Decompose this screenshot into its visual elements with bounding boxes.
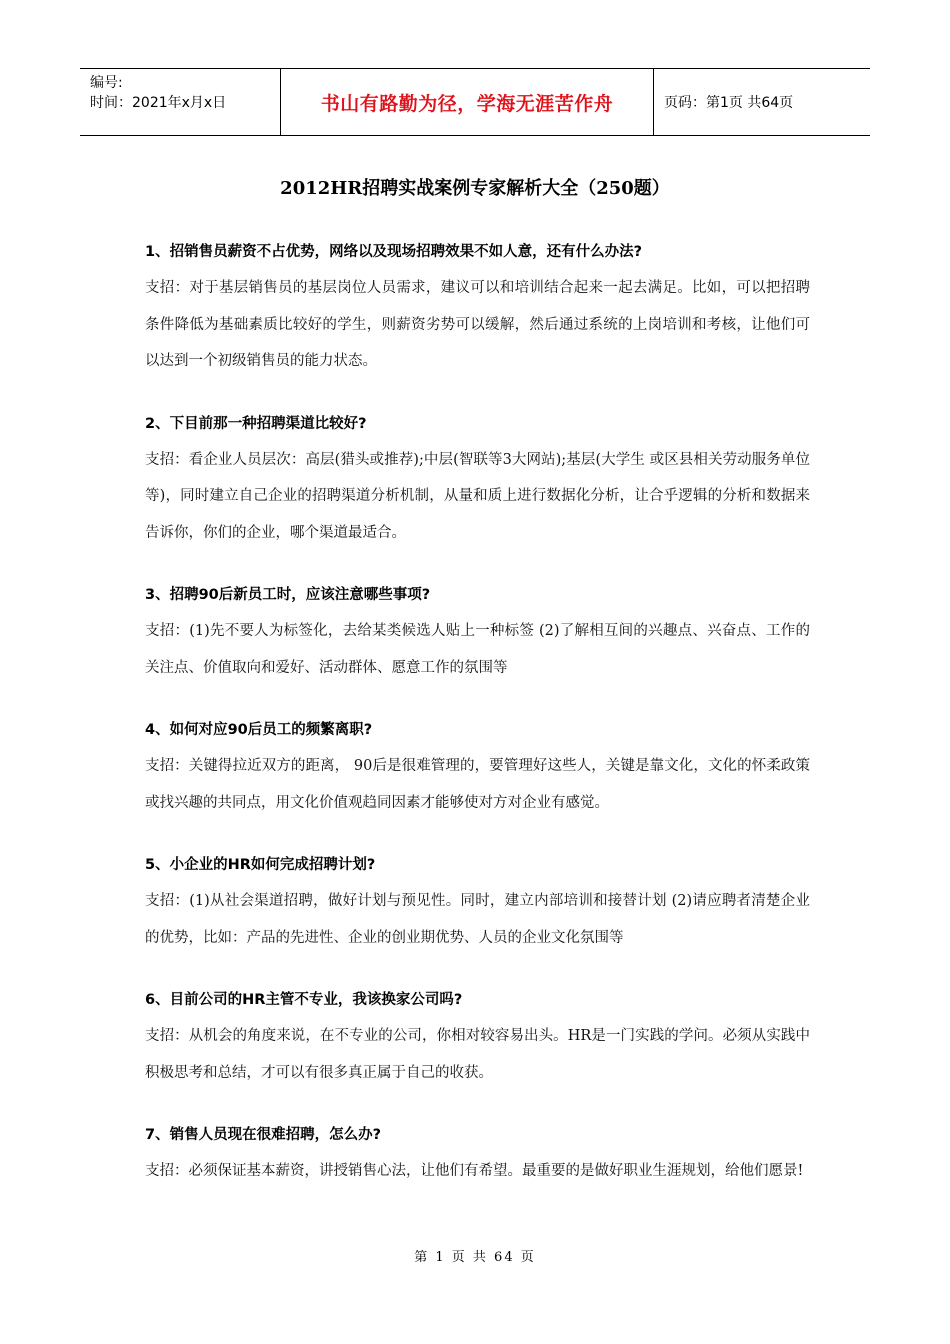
qa-item	[145, 986, 810, 1091]
question: 2、下目前那一种招聘渠道比较好?	[145, 415, 367, 432]
answer: 支招：必须保证基本薪资，讲授销售心法，让他们有希望。最重要的是做好职业生涯规划，给他们愿景!	[145, 1163, 804, 1179]
answer: 支招：对于基层销售员的基层岗位人员需求，建议可以和培训结合起来一起去满足。比如，可以把招聘条件降低为基础素质比较好的学生，则薪资劣势可以缓解，然后通过系统的上岗培训和考核，让他们可以达到一个初级销售员的能力状态。	[145, 280, 810, 369]
qa-list	[145, 238, 810, 1220]
qa-item	[145, 716, 810, 821]
motto-text: 书山有路勤为径，学海无涯苦作舟	[320, 92, 614, 115]
question: 5、小企业的HR如何完成招聘计划?	[145, 857, 376, 873]
number-label: 编号:	[90, 75, 123, 91]
question: 3、招聘90后新员工时，应该注意哪些事项?	[145, 587, 431, 603]
question: 4、如何对应90后员工的频繁离职?	[145, 722, 373, 738]
page-label: 页码：第1页 共64页	[664, 95, 794, 111]
header-motto-cell	[280, 69, 654, 135]
page-footer: 第 1 页 共 64 页	[414, 1250, 536, 1265]
answer: 支招：(1)先不要人为标签化，去给某类候选人贴上一种标签 (2)了解相互间的兴趣点、兴奋点、工作的关注点、价值取向和爱好、活动群体、愿意工作的氛围等	[145, 623, 810, 676]
qa-item	[145, 1121, 810, 1190]
qa-item	[145, 238, 810, 380]
question: 1、招销售员薪资不占优势，网络以及现场招聘效果不如人意，还有什么办法?	[145, 244, 642, 260]
answer: 支招：(1)从社会渠道招聘，做好计划与预见性。同时，建立内部培训和接替计划 (2)请应聘者清楚企业的优势，比如：产品的先进性、企业的创业期优势、人员的企业文化氛围等	[145, 893, 810, 946]
qa-item	[145, 410, 810, 552]
answer: 支招：看企业人员层次：高层(猎头或推荐);中层(智联等3大网站);基层(大学生 或区县相关劳动服务单位等)，同时建立自己企业的招聘渠道分析机制，从量和质上进行数据化分析，让合乎逻辑的分析和数据来告诉你，你们的企业，哪个渠道最适合。	[145, 451, 810, 541]
document-title: 2012HR招聘实战案例专家解析大全（250题）	[280, 178, 670, 199]
page-header	[80, 68, 870, 136]
header-page-cell	[654, 69, 870, 135]
qa-item	[145, 581, 810, 686]
qa-item	[145, 851, 810, 956]
question: 6、目前公司的HR主管不专业，我该换家公司吗?	[145, 992, 463, 1008]
answer: 支招：关键得拉近双方的距离， 90后是很难管理的，要管理好这些人，关键是靠文化，文化的怀柔政策或找兴趣的共同点，用文化价值观趋同因素才能够使对方对企业有感觉。	[145, 758, 810, 811]
answer: 支招：从机会的角度来说，在不专业的公司，你相对较容易出头。HR是一门实践的学问。必须从实践中积极思考和总结，才可以有很多真正属于自己的收获。	[145, 1028, 810, 1081]
date-label: 时间：2021年x月x日	[90, 95, 227, 111]
header-meta	[80, 69, 280, 135]
question: 7、销售人员现在很难招聘，怎么办?	[145, 1127, 381, 1143]
